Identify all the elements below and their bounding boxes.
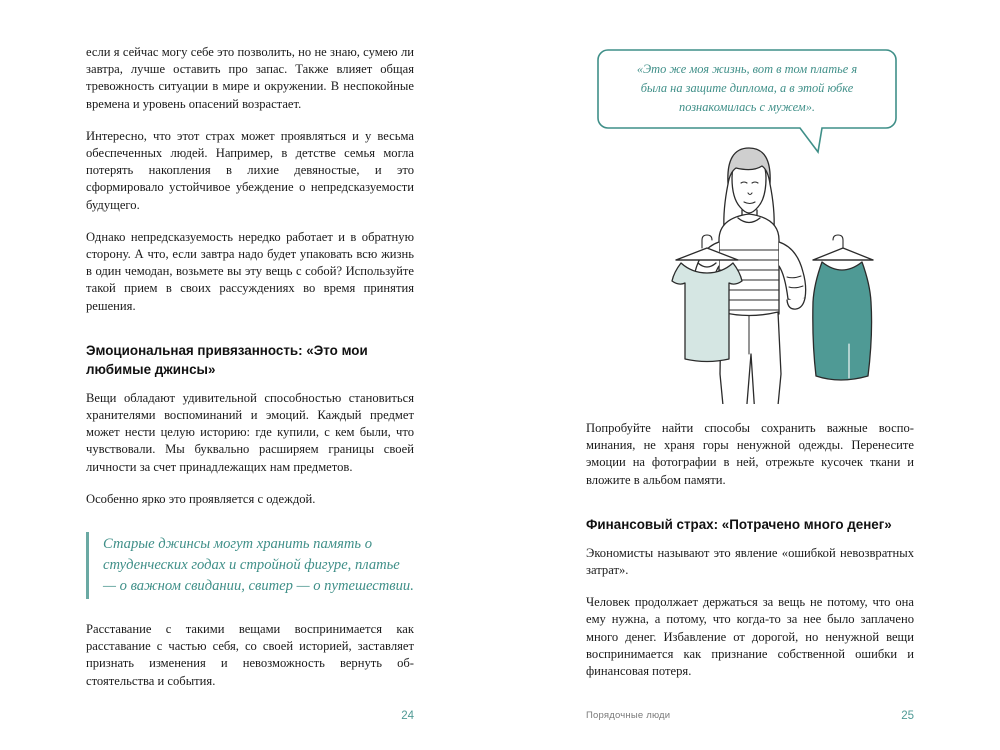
section-heading: Финансовый страх: «Потрачено много денег» xyxy=(586,516,892,532)
svg-text:познакомилась с мужем».: познакомилась с мужем». xyxy=(679,100,815,114)
paragraph: Человек продолжает держаться за вещь не потому, что она ему нужна, а потому, что когда-то за нее было заплачено много денег. Избавление от дорогой, но ненужной вещи воспринимается как признание собственной ошибки и финансовая потеря. xyxy=(586,595,914,679)
page-number: 25 xyxy=(901,710,914,722)
illustration-woman-with-hangers xyxy=(586,44,914,404)
paragraph: Попробуйте найти способы сохранить важные воспоминания, не храня горы ненужной одежды. Перенесите эмоции на фотографии в ней, отрежьте кусочек ткани и вложите в альбом памяти. xyxy=(586,421,914,487)
paragraph: Особенно ярко это проявляется с одеждой. xyxy=(86,491,316,506)
paragraph: Однако непредсказуемость нередко работает и в обратную сторону. А что, если завтра надо будет упаковать всю жизнь в один чемодан, возьмете вы эту вещь с собой? Используйте такой прием в своих рассуждениях во время принятия решения. xyxy=(86,229,414,313)
running-head: Порядочные люди xyxy=(586,710,671,721)
paragraph: Интересно, что этот страх может проявляться и у весьма обеспеченных людей. Например, в детстве семья могла потерять накопления в лихие девяностые, и это сформировало устойчивое убеждение о непредсказуемости будущего. xyxy=(86,128,414,212)
svg-text:«Это же моя жизнь, вот в том п: «Это же моя жизнь, вот в том платье я xyxy=(636,62,858,76)
section-heading: Эмоциональная привязанность: «Это мои любимые джинсы» xyxy=(86,342,368,377)
right-hanger-garment xyxy=(813,235,873,380)
speech-bubble xyxy=(598,50,896,152)
paragraph: Расставание с такими вещами воспринимается как расставание с частью себя, со своей историей, заставляет признать изменения и невозможность вернуть обстоятельства и события. xyxy=(86,622,414,688)
paragraph: Экономисты называют это явление «ошибкой невозвратных затрат». xyxy=(586,545,914,578)
pull-quote-text: Старые джинсы могут хранить память о студенческих годах и стройной фигуре, платье — о важном свидании, свитер — о путешествии. xyxy=(103,536,414,595)
paragraph: Вещи обладают удивительной способностью становиться хранителями воспоминаний и эмоций. Каждый предмет может нести целую историю: где купили, с кем были, что чувствовали. Мы буквально расширяем границы своей личности за счет принадлежащих нам предметов. xyxy=(86,390,414,474)
pull-quote xyxy=(86,532,414,599)
right-page xyxy=(500,0,1000,750)
svg-text:была на защите диплома, а в эт: была на защите диплома, а в этой юбке xyxy=(640,81,854,95)
page-number: 24 xyxy=(401,710,414,722)
paragraph: если я сейчас могу себе это позволить, но не знаю, сумею ли завтра, лучше оставить про запас. Также влияет общая тревожность ситуации в мире и окружении. В неспокойные времена и уровень опасений возрастает. xyxy=(86,45,414,111)
